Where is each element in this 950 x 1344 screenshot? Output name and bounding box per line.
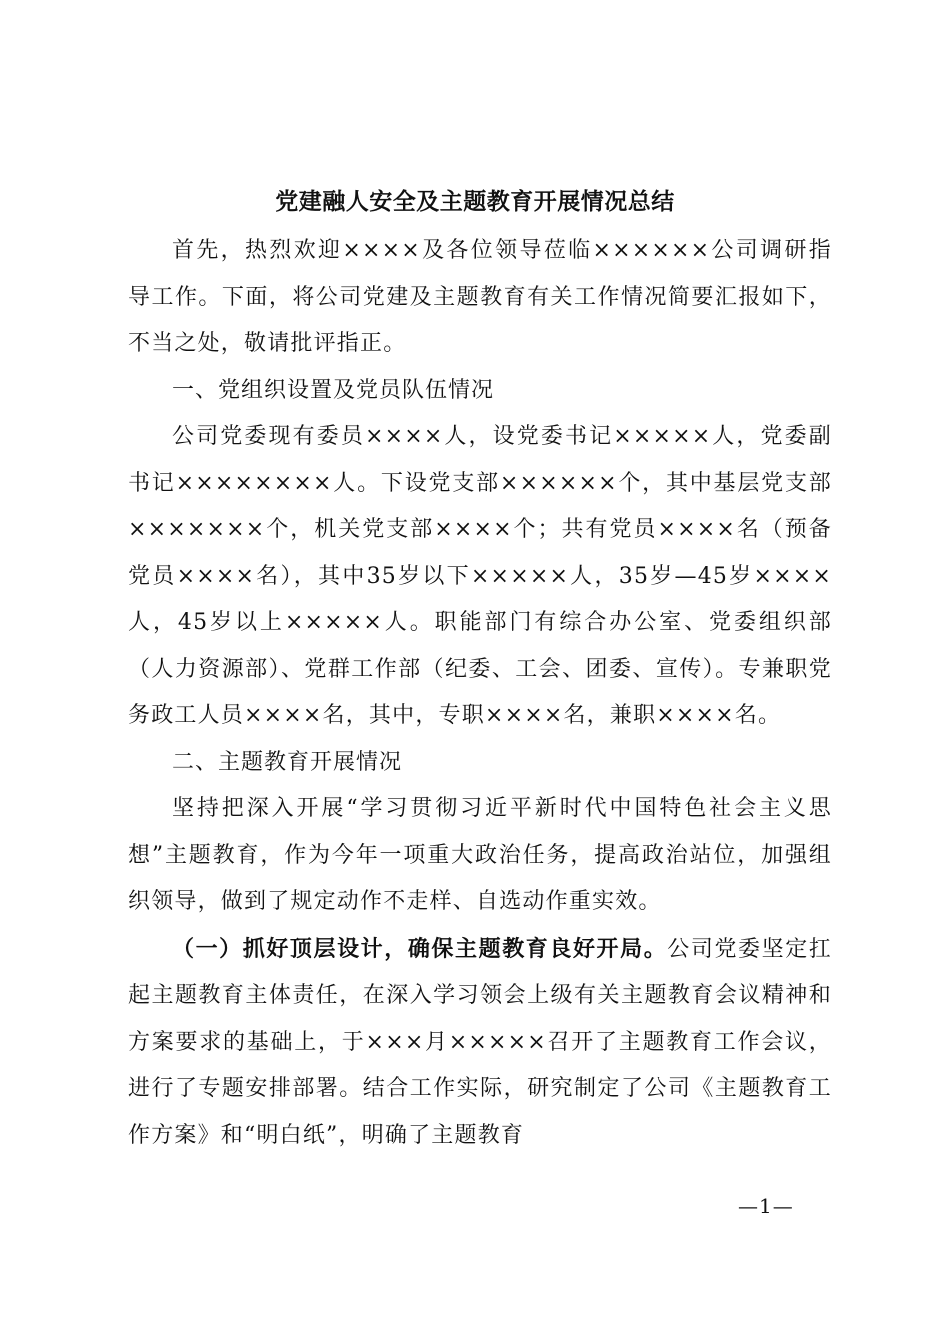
intro-paragraph: 首先，热烈欢迎××××及各位领导莅临××××××公司调研指导工作。下面，将公司党建及主题教育有关工作情况简要汇报如下，不当之处，敬请批评指正。 (128, 238, 832, 356)
section-2-paragraph: 坚持把深入开展“学习贯彻习近平新时代中国特色社会主义思想”主题教育，作为今年一项重大政治任务，提高政治站位，加强组织领导，做到了规定动作不走样、自选动作重实效。 (128, 796, 832, 914)
subsection-1-paragraph (128, 926, 832, 1160)
section-1-heading: 一、党组织设置及党员队伍情况 (172, 377, 495, 403)
section-2-heading: 二、主题教育开展情况 (172, 749, 403, 775)
subsection-1-lead: （一）抓好顶层设计，确保主题教育良好开局。 (172, 935, 668, 962)
document-body (128, 228, 832, 1159)
subsection-1-text: 公司党委坚定扛起主题教育主体责任，在深入学习领会上级有关主题教育会议精神和方案要求的基础上，于×××月×××××召开了主题教育工作会议，进行了专题安排部署。结合工作实际，研究制定了公司《主题教育工作方案》和“明白纸”，明确了主题教育 (128, 936, 833, 1148)
page-number: —1— (738, 1194, 794, 1218)
document-title: 党建融人安全及主题教育开展情况总结 (275, 188, 675, 215)
section-1-paragraph: 公司党委现有委员××××人，设党委书记×××××人，党委副书记××××××××人。下设党支部××××××个，其中基层党支部×××××××个，机关党支部××××个；共有党员××××名（预备党员××××名），其中35岁以下×××××人，35岁—45岁××××人，45岁以上×××××人。职能部门有综合办公室、党委组织部（人力资源部）、党群工作部（纪委、工会、团委、宣传）。专兼职党务政工人员××××名，其中，专职××××名，兼职××××名。 (128, 424, 832, 728)
